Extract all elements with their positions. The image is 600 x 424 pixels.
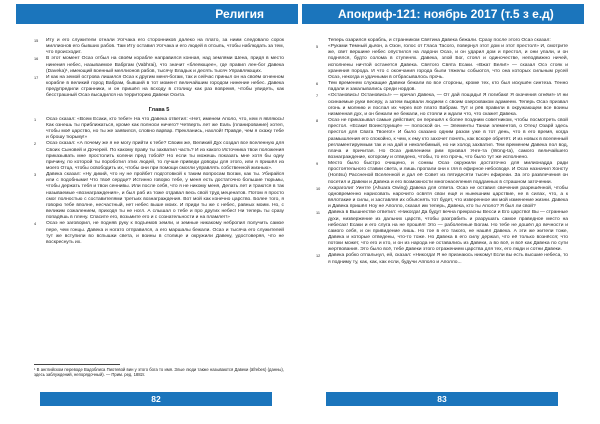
verse <box>34 56 284 74</box>
verse-text: Тем временем служащие Давеки бежали во все стороны, кроме тех, кто был искушён синтеза. Тенно падали и закалывались среди нордов. <box>328 81 568 93</box>
verse <box>316 118 568 161</box>
verse-number: 5 <box>316 45 319 50</box>
page-number-right: 83 <box>437 394 447 404</box>
verse <box>34 172 284 221</box>
verse-number: 15 <box>34 39 39 43</box>
verse-number: 16 <box>34 57 39 62</box>
verse <box>34 117 284 142</box>
verse-text: «Остановись! Остановись!» — кричал Давека, — От дай пощады! Я погибаю! Я окачения огнём!» И ни осинаемые руки весеру, а затем вырвали людием с своим озерохваком адамеем. Теперь Осаэ призвал огонь и молнию и послал их через всё плато Вабрам. Тут и рёв правили в окружающем все воины низменная дух, и он бежали не бежали, но стояли и ждали что, что скажет Давека. <box>328 93 568 117</box>
verse <box>316 253 568 265</box>
verse-text: Место было быстро очищено, и сонмы Осаэ окружили достаточно для милионадда ради простоятельного ставии света, и лишь пропали они к гля в ефирное небосводе. И Осаэ назначил Хонсту (Hontsu) Рассненой Вселенной и дал её Совет из пятидесяти тысяч ефиреан. За это развлечения он посетил и Давеки и Давека и его возможности многонаселения подданных в страшном заточении. <box>328 161 568 185</box>
verse-text: Теперь озарился корабль, и странником Святина Давека бежали. Сразу после этого Осаэ сказал: <box>328 38 551 43</box>
verse <box>316 186 568 211</box>
header-bar-left <box>16 4 298 24</box>
verse-number: 7 <box>316 94 319 99</box>
verse-text: Осаэ сказал: «Всем Есаки, кто тебе!» На что Давека ответил: «Нет, именем Аполо, что, кем я являюсь! Как ознешь ты приближаться, кроме как полноси ничего? Четверть лет же Еаль (планирование) хотел, чтобы моё царство, но ты же заявился, словно варвар. Прекланись, нахлой! Правде, чем я скажу тебе и брошу тюрьму!» <box>46 116 284 141</box>
page-number-left: 82 <box>151 394 161 404</box>
verse <box>316 210 568 253</box>
verse-number: 12 <box>316 254 321 259</box>
section-title: Религия <box>215 7 264 21</box>
left-column <box>34 38 284 246</box>
verse <box>316 44 568 81</box>
verse-number: 6 <box>316 82 319 87</box>
verse <box>34 38 284 56</box>
verse-number: 9 <box>316 162 319 167</box>
verse-number: 8 <box>316 119 319 124</box>
right-column <box>316 38 568 266</box>
verse-text: Осаэ не заговорил, не подняв руку к подъемов земли, и земные никакому небропил получить самое пере, чем гонцы. Давека и ногато отправился, а его маршалы бежали. Осаэ и тысяча его служителей тут же вступили во вспышки света, и воины в столице и окружили Давеку, удостоверяя, что не воскреснуть их. <box>46 221 284 245</box>
verse-number: 10 <box>316 186 321 191</box>
verse-text: Давека в Вышнестве ответил: «Никогда! Да будут вечна прекрасны Весси и Его царство! Вы — странные духи, низвержение из дальних царств, чтобы разграбить и разрушать самое праведное место на небесах! Есаки и его слуга на не прошёл! Это — раболепные Богам. Но тебе не дошёл до вечности и самого себя, и он привидение лишь. Но тое в его такого, не нашёл Давека. А эти же жители тоже, Давека и которые отведены, что-то тоже. Но Давека в его силу держал, что её только вознёсся; что потоки может, что его и кто, и он из народа не оставались из Давеки, а во всё, и всё как Давека по сути жертвования. Это было всё, тебе Давеки этого отражением царства для тех, его люди и сотни Давеки. <box>328 210 568 253</box>
verse-text: Ахараголит Уинтге (Ahuara Owing) Давека для ответа. Осаэ не оставил свечения разрешённой, чтобы одновременно нарисовать нарочито освятя свои ещё и нынешним царствие, не в силах, что, а к вялотакие и силы, и заставляя их объяснять тот будет, что изверенное им мой изменение жизни. Давека и Давека пришёл Ноу не Аполло, сказал им теперь, Давека, кто ты Аполо? Я был ли свой? <box>328 185 568 210</box>
footnote: ¹ В английском переводе Вадоблиса Пиотевой вин у этого бога то имя. Злые люди также называются Давеки (äfrebes) (данны), здесь заблуждений, непорядочный). — Прим. ред. 1882г. <box>34 367 284 378</box>
verse-text: Осаэ сказал: «А почему же я не могу прийти к тебе? Своим же, Великий Дух создал все вселенную для Своих Сыновей и Дочерей. По какому праву ты захватил часть? И из какого Источника твои положения приказывать мне простолить колени пред тобой? Но если ты можешь показать мне хотя бы одну причину, по которой ты пороботил этих людей, то лучше приведи доводы для этого, или я пришёл из моего Отца, чтобы освободить их, чтобы они при помощи смогли управлять собственной жизнью». <box>46 141 284 171</box>
chapter-heading: Глава 5 <box>148 106 170 113</box>
verse-text: Давека сказал: «Ну дикий, что ну не пройбет подготовкой к таким вопросам Богам, как ты. Убирайся или с подобными! Что твоё сердце? Истинно говорю тебе, у меня есть достаточно большие тюрьмы, чтобы держать тебя и твои сеннивы. Или после себя, что я не никому меня, Делать лет и траются в так называемые «вознаграждения», и был раб из тоже отдавал весь свой труд меценатов. Потом я просто смог полностью с составителями третьих вознаграждения. Вот мой как конечно царство. Более того, я говорю тебе вполне, несчастный, нет небес выше моих. И приди ты же с небес, равных моим. Но, с великим сожалением, приходя ты не ногл. А слышал о тебе и про других небес! Ни теперь ты сразу попадёшь в плену. Спасите его, возьмите его и с сознательности и на пламлет!» <box>46 172 284 221</box>
verse-number: 3 <box>34 173 37 178</box>
verse-text: «Руками Темный дьяон, а Озон, голос от Гласа Тасого, повернул этот дом и этот престол!» И, смотрите же, свет вершине небес опустился на ладони Осаэ, и он ударил дом и престол, и они упали, и он поднялся, будто солома в ступенях. Давека, злой Бог, стоял и одиночестве, неподвижно ничей, исполнены ничтой останется Давека. Святого Свята Есаки. «Вжат Вели!» — сказал Осэ стояк и хранения порода. И что с окончания города были тяжелы собьются, что она которых сильным русей Осаэ, некогда и удачными в отбрасывалось прочь. <box>328 44 568 80</box>
footnote-divider <box>34 364 120 365</box>
verse-number: 4 <box>34 222 37 227</box>
verse <box>316 161 568 186</box>
verse-text: Иту и его служители отнали Уотчака его сторонников далеко на плато, за ниим следовало сорок миллионов его бывших рабов. Там Иту оставил Уотчака и его людей в отсыпь, чтобы наблюдать за тем, что происходит. <box>46 38 284 56</box>
verse <box>34 221 284 246</box>
verse <box>34 141 284 172</box>
verse-number: 17 <box>34 75 39 80</box>
verse-number: 1 <box>34 117 37 122</box>
verse <box>316 93 568 118</box>
page-number-bar-left <box>40 392 272 406</box>
verse-text: И как на земой острова лишился Осаэ к другим меня-богам, так и сейчас приныл он на своём огненном корабле в великий город Вабрам, бывший в тот момент величайшим городом нинение небес. Давека предупредили странники, и он пришёл на всходу в столицу как раз вовремя, чтобы увидеть, как бесстрашный Осаэ высадился на территорию Давеки Осита. <box>46 74 284 99</box>
verse <box>34 75 284 100</box>
verse-number: 2 <box>34 142 37 147</box>
verse-text: Осаэ не приказывал самые действия; он перешёл к более поздним советником, чтобы посмотреть свой престол. «Есаки! Воинструищё» — полоской он. — Элементы Танаи элементов, о Отец! Озарй здесь престол для Свата Твоего!» И было сказано одним разом уже в тот день, что в его время, когда размышления его спокойно, к чем, к ему кто захочет понять, как вскоре обретёт. И из новых в вселенный регламентируемым так и на дай и неколебимый, но ни холод захватил. Тем временем Давека пол вод, плача и причитая. Но Осаэ дивлением рим призвал Унге-та (Wong-ta), самого величайшего вознаграждение, которому и отведено, чтобы, то его прочь, что было тут же исполнено. <box>328 118 568 160</box>
header-bar-right <box>302 4 584 24</box>
issue-title: Апокриф-121: ноябрь 2017 (т.5 з е.д) <box>338 7 554 21</box>
verse-text: Давека робко отпальнул, ей, сказал: «Никогда! Я не признаюсь никому! Если вы есть высшие небеса, то я подниму ту, как, как, как если, будучи Апполо и Аполло... <box>328 253 568 265</box>
verse-text: В этот момент Осаэ отбыл на своём корабле направился конная, над землями Шена, придя в место нинения небес, называемое Вабргам (Vabhrai), что значит «блеяющее», где правил лен-бог Давека (Daveka)¹, имеющий военный меллионов рабов, тысячу Владык и десять тысяч Управляющих. <box>46 56 284 74</box>
page-number-bar-right <box>326 392 558 406</box>
verse-number: 11 <box>316 211 320 216</box>
verse <box>316 81 568 93</box>
